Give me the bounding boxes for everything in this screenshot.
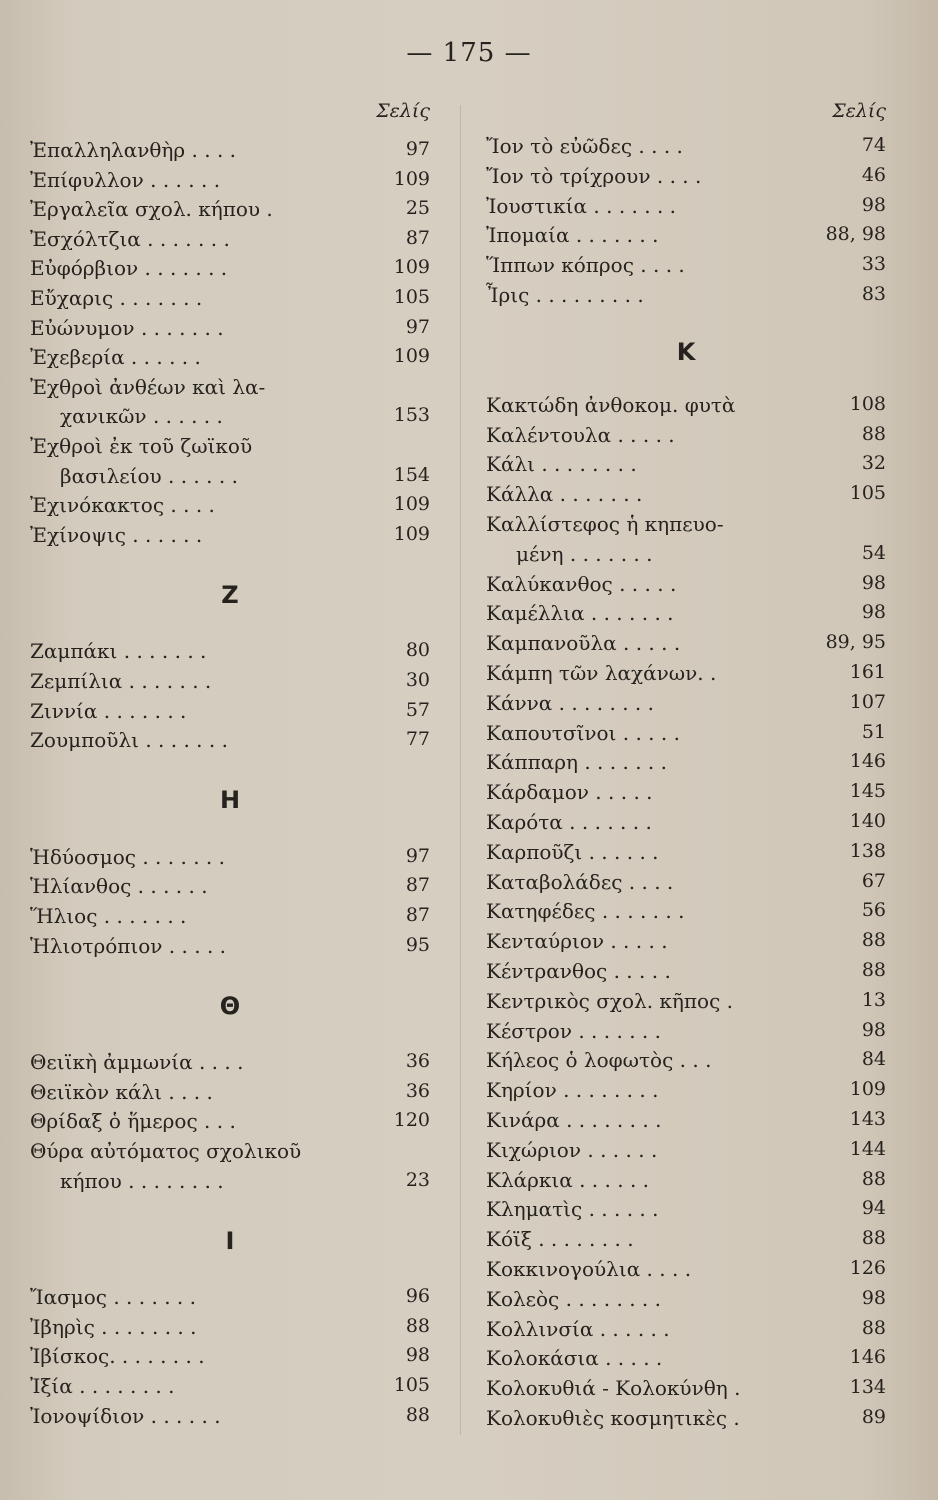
- entry-page: 57: [405, 698, 430, 721]
- entry-page: 98: [861, 571, 886, 594]
- index-entry: [30, 345, 430, 375]
- entry-page: 23: [405, 1168, 430, 1191]
- entry-page: 143: [849, 1108, 886, 1130]
- index-entry: [30, 1050, 430, 1080]
- entry-name: Καρποῦζι . . . . . .: [486, 839, 659, 864]
- entry-name: Ἡλιοτρόπιον . . . . .: [30, 933, 227, 958]
- index-entry: [486, 134, 886, 164]
- entry-name: Ἡδύοσμος . . . . . . .: [30, 844, 225, 869]
- entry-page: 88: [861, 422, 886, 445]
- entry-page: 88: [861, 929, 886, 952]
- entry-name: Κάλι . . . . . . . .: [486, 452, 637, 477]
- entry-name: Καλλίστεφος ἡ κηπευο-: [486, 512, 724, 536]
- entry-page: 87: [405, 874, 430, 897]
- entry-page: 120: [393, 1109, 430, 1132]
- index-entry: [30, 639, 430, 669]
- entry-name: Ζαμπάκι . . . . . . .: [30, 639, 207, 664]
- index-entry: [486, 989, 886, 1019]
- entry-name: Καμπανοῦλα . . . . .: [486, 631, 681, 656]
- entry-page: 105: [393, 286, 430, 308]
- entry-name: Κιχώριον . . . . . .: [486, 1137, 658, 1162]
- index-entry: [30, 874, 430, 904]
- entry-name: Εὐφόρβιον . . . . . . .: [30, 256, 228, 281]
- entry-name: Ἐχινόκακτος . . . .: [30, 493, 215, 518]
- entry-page: 84: [861, 1048, 886, 1071]
- entry-name: Ἰβηρὶς . . . . . . . .: [30, 1314, 197, 1339]
- entry-name: Κενταύριον . . . . .: [486, 929, 668, 954]
- entry-page: 88: [861, 1167, 886, 1190]
- index-entry: [30, 1080, 430, 1110]
- index-entry: [30, 375, 430, 405]
- entry-name: Κηρίον . . . . . . . .: [486, 1078, 659, 1103]
- entry-page: 144: [849, 1137, 886, 1160]
- entry-name: Κόϊξ . . . . . . . .: [486, 1227, 634, 1252]
- index-entry: [30, 256, 430, 286]
- entry-name: βασιλείου . . . . . .: [60, 463, 238, 488]
- index-entry: [30, 493, 430, 523]
- entry-name: μένη . . . . . . .: [516, 541, 653, 566]
- entry-name: Καπουτσῖνοι . . . . .: [486, 720, 680, 745]
- entry-page: 83: [861, 283, 886, 305]
- index-entry: [30, 699, 430, 729]
- entry-name: Εὐώνυμον . . . . . . .: [30, 315, 224, 340]
- index-entry: [486, 721, 886, 751]
- entry-name: Κεντρικὸς σχολ. κῆπος .: [486, 988, 734, 1013]
- column-divider: [460, 105, 461, 1435]
- entry-page: 108: [849, 392, 886, 415]
- entry-page: 54: [861, 541, 886, 564]
- entry-name: Κατηφέδες . . . . . . .: [486, 899, 685, 924]
- index-entry: [486, 542, 886, 572]
- entry-name: Κάμπη τῶν λαχάνων. .: [486, 661, 717, 685]
- entry-page: 87: [405, 226, 430, 249]
- index-entry: [486, 631, 886, 661]
- entry-name: Καρότα . . . . . . .: [486, 810, 652, 834]
- entry-page: 145: [849, 780, 886, 803]
- entry-name: Θειϊκὴ ἀμμωνία . . . .: [30, 1050, 244, 1075]
- entry-name: Κολοκυθιὲς κοσμητικὲς .: [486, 1406, 740, 1430]
- entry-name: Ἴον τὸ εὐῶδες . . . .: [486, 134, 683, 158]
- entry-name: Καμέλλια . . . . . . .: [486, 601, 674, 626]
- entry-page: 134: [849, 1376, 886, 1399]
- entry-name: Ἐχθροὶ ἀνθέων καὶ λα-: [30, 374, 266, 399]
- index-entry: [486, 572, 886, 602]
- entry-page: 98: [861, 601, 886, 624]
- entry-name: Καταβολάδες . . . .: [486, 869, 674, 894]
- index-entry: [30, 1404, 430, 1434]
- entry-name: Κοκκινογούλια . . . .: [486, 1257, 692, 1281]
- index-entry: [30, 728, 430, 758]
- index-entry: [486, 194, 886, 224]
- index-entry: [30, 934, 430, 964]
- entry-name: Ἴασμος . . . . . . .: [30, 1285, 196, 1310]
- entry-name: Ζιννία . . . . . . .: [30, 698, 187, 723]
- index-entry: [30, 523, 430, 553]
- entry-name: Κακτώδη ἀνθοκομ. φυτὰ: [486, 392, 736, 417]
- entry-page: 32: [861, 452, 886, 475]
- entry-page: 51: [861, 720, 886, 743]
- index-entry: [486, 1346, 886, 1376]
- entry-page: 153: [393, 404, 430, 427]
- entry-name: Ἐσχόλτζια . . . . . . .: [30, 226, 230, 251]
- entry-page: 30: [405, 669, 430, 691]
- index-entry: [30, 227, 430, 257]
- entry-name: Ἥλιος . . . . . . .: [30, 904, 187, 928]
- index-entry: [30, 286, 430, 316]
- page-number: — 175 —: [406, 38, 532, 68]
- entry-name: Ἰβίσκος. . . . . . . .: [30, 1344, 205, 1369]
- entry-page: 105: [393, 1374, 430, 1396]
- entry-page: 36: [405, 1050, 430, 1073]
- entry-page: 88: [861, 959, 886, 981]
- entry-page: 88: [405, 1314, 430, 1337]
- entry-page: 146: [849, 1346, 886, 1369]
- index-entry: [30, 138, 430, 168]
- entry-page: 109: [393, 167, 430, 190]
- index-entry: [30, 434, 430, 464]
- entry-page: 88, 98: [825, 223, 886, 246]
- entry-name: χανικῶν . . . . . .: [60, 404, 223, 429]
- entry-page: 87: [405, 904, 430, 926]
- entry-page: 88: [405, 1403, 430, 1426]
- entry-name: Ἰξία . . . . . . . .: [30, 1374, 175, 1398]
- entry-name: Κολοκάσια . . . . .: [486, 1346, 663, 1371]
- index-entry: [486, 1376, 886, 1406]
- index-entry: [486, 899, 886, 929]
- entry-name: Κολλινσία . . . . . .: [486, 1316, 670, 1341]
- index-entry: [486, 1168, 886, 1198]
- entry-name: Κληματὶς . . . . . .: [486, 1197, 659, 1222]
- entry-page: 154: [393, 463, 430, 486]
- index-entry: [486, 1078, 886, 1108]
- index-entry: [30, 1139, 430, 1169]
- index-entry: [30, 464, 430, 494]
- entry-page: 25: [405, 197, 430, 220]
- entry-page: 98: [861, 193, 886, 216]
- entry-name: Κέστρον . . . . . . .: [486, 1018, 661, 1043]
- index-entry: [30, 404, 430, 434]
- entry-page: 107: [849, 690, 886, 713]
- entry-name: Ζεμπίλια . . . . . . .: [30, 669, 212, 693]
- entry-name: Κλάρκια . . . . . .: [486, 1167, 650, 1192]
- index-entry: [486, 959, 886, 989]
- index-entry: [486, 1317, 886, 1347]
- entry-name: Ἐπαλληλανθὴρ . . . .: [30, 138, 237, 162]
- index-entry: [486, 283, 886, 313]
- section-letter: Η: [219, 786, 241, 815]
- index-entry: [30, 316, 430, 346]
- section-letter: Ζ: [221, 580, 239, 609]
- entry-name: Εὔχαρις . . . . . . .: [30, 286, 203, 310]
- entry-page: 97: [405, 315, 430, 338]
- index-entry: [486, 482, 886, 512]
- entry-name: Θύρα αὐτόματος σχολικοῦ: [30, 1139, 302, 1163]
- entry-name: Θρίδαξ ὁ ἥμερος . . .: [30, 1109, 236, 1134]
- section-letter: Ι: [225, 1226, 235, 1255]
- entry-page: 77: [405, 728, 430, 751]
- entry-page: 88: [861, 1316, 886, 1339]
- entry-page: 161: [849, 661, 886, 683]
- index-entry: [30, 904, 430, 934]
- index-entry: [486, 780, 886, 810]
- section-letter: Κ: [676, 337, 696, 366]
- entry-page: 56: [861, 899, 886, 922]
- entry-name: Ἵππων κόπρος . . . .: [486, 253, 685, 278]
- entry-name: Κινάρα . . . . . . . .: [486, 1108, 662, 1132]
- entry-name: Κάννα . . . . . . . .: [486, 690, 654, 715]
- index-entry: [30, 1285, 430, 1315]
- entry-page: 89, 95: [825, 631, 886, 654]
- entry-page: 94: [861, 1197, 886, 1220]
- entry-page: 138: [849, 839, 886, 862]
- entry-name: Κάρδαμον . . . . .: [486, 780, 653, 805]
- index-entry: [486, 1019, 886, 1049]
- entry-name: Κήλεος ὁ λοφωτὸς . . .: [486, 1048, 712, 1073]
- index-entry: [30, 1109, 430, 1139]
- entry-page: 46: [861, 163, 886, 186]
- entry-name: Ἐχεβερία . . . . . .: [30, 345, 201, 370]
- index-entry: [486, 840, 886, 870]
- index-entry: [486, 452, 886, 482]
- index-entry: [486, 1406, 886, 1436]
- index-entry: [30, 197, 430, 227]
- entry-page: 98: [405, 1344, 430, 1367]
- entry-name: Ἐχίνοψις . . . . . .: [30, 522, 203, 547]
- column-header: Σελίς: [376, 100, 430, 122]
- index-entry: [486, 1108, 886, 1138]
- column-header: Σελίς: [832, 100, 886, 122]
- index-entry: [486, 1257, 886, 1287]
- entry-page: 89: [861, 1406, 886, 1428]
- index-entry: [486, 1197, 886, 1227]
- entry-page: 97: [405, 844, 430, 867]
- index-entry: [486, 1138, 886, 1168]
- entry-name: Κάλλα . . . . . . .: [486, 482, 643, 507]
- index-entry: [486, 601, 886, 631]
- entry-page: 74: [861, 134, 886, 156]
- entry-page: 98: [861, 1018, 886, 1041]
- index-entry: [486, 253, 886, 283]
- entry-page: 109: [393, 256, 430, 279]
- index-entry: [486, 691, 886, 721]
- index-entry: [486, 870, 886, 900]
- index-entry: [486, 661, 886, 691]
- entry-name: Ζουμποῦλι . . . . . . .: [30, 728, 228, 753]
- entry-page: 105: [849, 482, 886, 505]
- index-entry: [486, 223, 886, 253]
- entry-name: Ἴον τὸ τρίχρουν . . . .: [486, 163, 702, 188]
- entry-name: Κέντρανθος . . . . .: [486, 959, 671, 983]
- index-entry: [486, 1048, 886, 1078]
- entry-page: 80: [405, 639, 430, 662]
- index-entry: [30, 1169, 430, 1199]
- index-entry: [486, 929, 886, 959]
- entry-name: Ἰουστικία . . . . . . .: [486, 193, 677, 218]
- index-entry: [30, 1374, 430, 1404]
- entry-name: Καλύκανθος . . . . .: [486, 571, 677, 596]
- index-entry: [30, 845, 430, 875]
- index-entry: [30, 669, 430, 699]
- entry-name: Κολοκυθιά - Κολοκύνθη .: [486, 1376, 741, 1401]
- entry-name: Καλέντουλα . . . . .: [486, 422, 675, 447]
- index-entry: [30, 1315, 430, 1345]
- entry-page: 109: [393, 493, 430, 516]
- index-entry: [486, 393, 886, 423]
- index-entry: [30, 1344, 430, 1374]
- entry-page: 126: [849, 1257, 886, 1279]
- entry-page: 146: [849, 750, 886, 773]
- entry-name: Θειϊκὸν κάλι . . . .: [30, 1079, 213, 1104]
- index-entry: [486, 512, 886, 542]
- entry-page: 33: [861, 253, 886, 276]
- entry-page: 97: [405, 138, 430, 160]
- index-entry: [486, 423, 886, 453]
- entry-name: Κάππαρη . . . . . . .: [486, 750, 667, 775]
- entry-page: 67: [861, 869, 886, 892]
- entry-name: Ἐχθροὶ ἐκ τοῦ ζωϊκοῦ: [30, 434, 253, 458]
- index-entry: [486, 810, 886, 840]
- section-letter: Θ: [219, 991, 241, 1020]
- entry-name: Ἰπομαία . . . . . . .: [486, 223, 659, 248]
- entry-name: Ἐργαλεῖα σχολ. κήπου .: [30, 197, 273, 222]
- entry-name: Ἡλίανθος . . . . . .: [30, 874, 208, 899]
- index-entry: [486, 1227, 886, 1257]
- entry-name: Ἰονοψίδιον . . . . . .: [30, 1403, 221, 1428]
- entry-page: 96: [405, 1285, 430, 1308]
- index-entry: [486, 164, 886, 194]
- entry-page: 109: [393, 345, 430, 368]
- index-entry: [486, 750, 886, 780]
- entry-page: 109: [393, 522, 430, 545]
- entry-name: Ἐπίφυλλον . . . . . .: [30, 167, 221, 192]
- entry-page: 109: [849, 1078, 886, 1101]
- entry-name: Κολεὸς . . . . . . . .: [486, 1286, 661, 1311]
- entry-page: 13: [861, 988, 886, 1011]
- entry-page: 95: [405, 933, 430, 956]
- entry-page: 140: [849, 810, 886, 832]
- index-entry: [30, 168, 430, 198]
- entry-name: κήπου . . . . . . . .: [60, 1168, 224, 1193]
- entry-page: 98: [861, 1286, 886, 1309]
- entry-page: 36: [405, 1079, 430, 1102]
- index-entry: [486, 1287, 886, 1317]
- entry-page: 88: [861, 1227, 886, 1250]
- entry-name: Ἶρις . . . . . . . . .: [486, 283, 644, 307]
